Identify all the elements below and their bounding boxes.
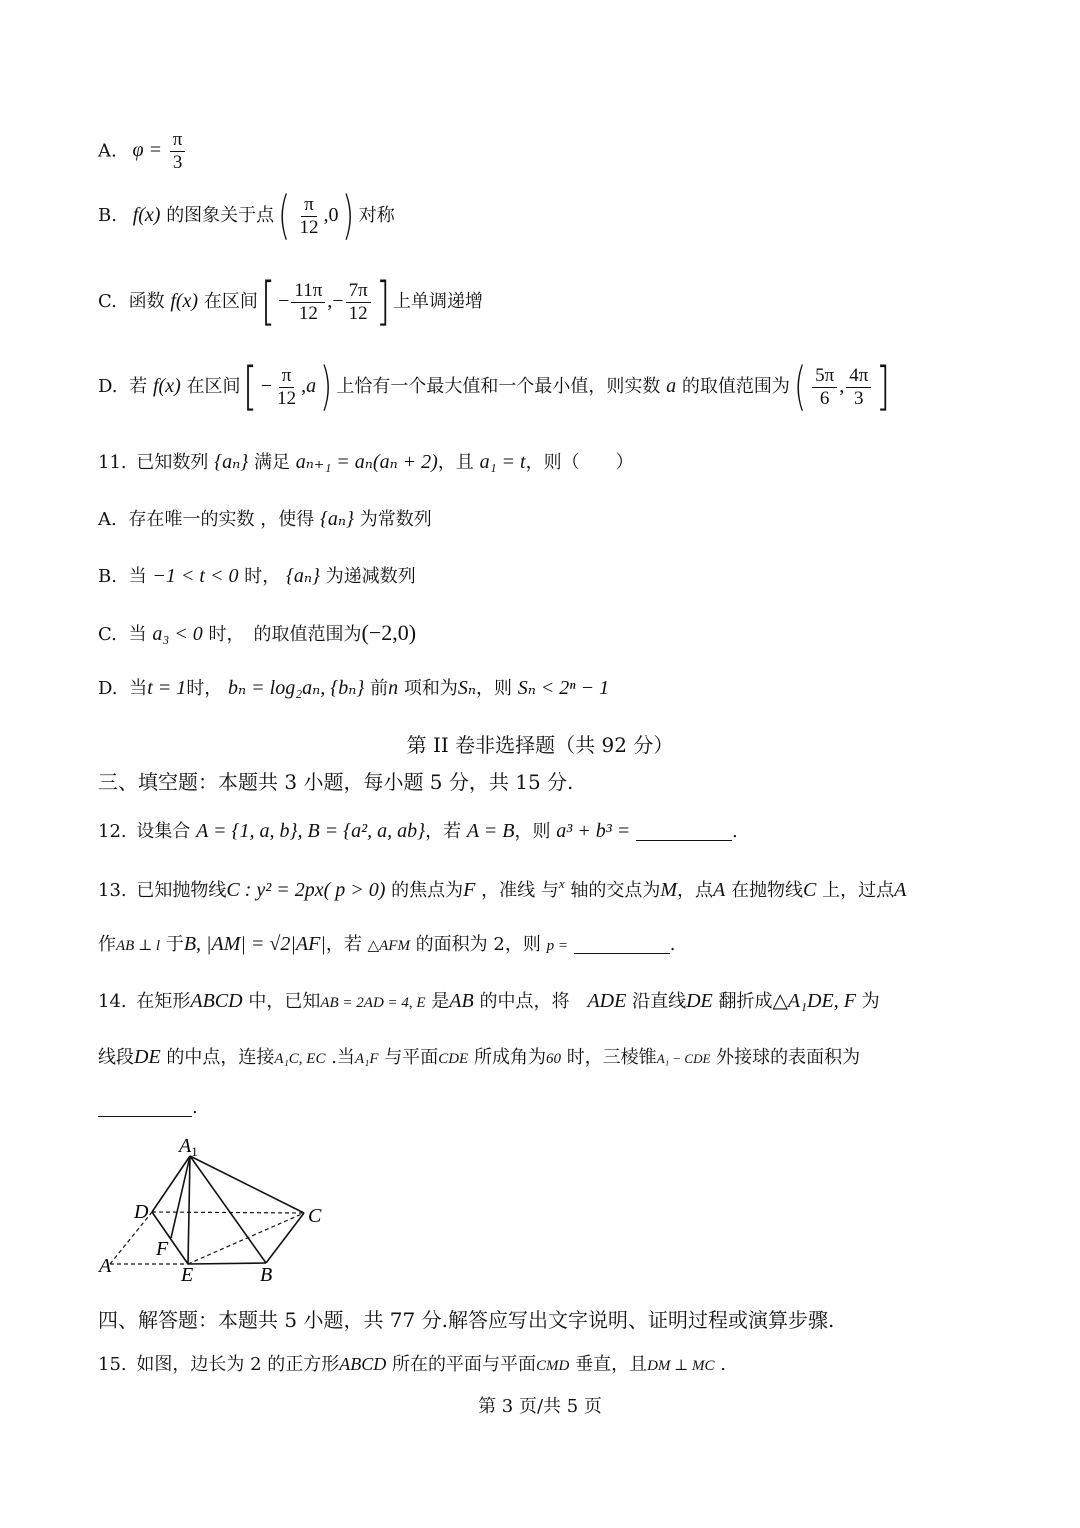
- text: 的面积为 2，则: [415, 934, 541, 955]
- q10-option-b: [98, 186, 395, 246]
- math-f: f(x): [152, 375, 181, 397]
- text: 函数: [128, 291, 165, 312]
- denominator: 3: [854, 387, 864, 409]
- math-triangle: △A₁DE, F: [772, 990, 856, 1012]
- math-cond: AB = 2AD = 4, E: [320, 995, 426, 1011]
- bracket-left: [: [243, 357, 258, 417]
- edge-b-c: [266, 1213, 304, 1263]
- numerator: 11π: [291, 281, 325, 303]
- text: 的中点，连接: [166, 1047, 275, 1068]
- text: 上，过点: [822, 880, 895, 901]
- math-cond: a₃ < 0: [152, 623, 203, 645]
- edge-e-b: [188, 1263, 266, 1264]
- math-cond: t = 1: [147, 677, 187, 699]
- math-A: A: [894, 879, 907, 901]
- math-recurrence: aₙ₊₁ = aₙ(aₙ + 2): [295, 451, 438, 473]
- q11-option-a: [98, 509, 432, 529]
- text: 轴的交点为: [570, 880, 661, 901]
- paren-left: (: [278, 186, 291, 246]
- math-ask: a³ + b³ =: [556, 820, 631, 842]
- fraction: [812, 366, 837, 409]
- paren-right: ): [320, 357, 333, 417]
- math-sets: A = {1, a, b}, B = {a², a, ab}: [196, 820, 426, 842]
- math-conclusion: Sₙ < 2ⁿ − 1: [517, 677, 610, 699]
- text: ，准线 与: [481, 880, 559, 901]
- text: 垂直，且: [575, 1354, 648, 1375]
- math-n: n: [388, 677, 399, 699]
- option-label: D.: [98, 678, 118, 699]
- text: 的中点，将: [479, 991, 588, 1012]
- answer-blank: [636, 822, 732, 841]
- bracket-left: [: [260, 272, 276, 332]
- text: 当: [128, 566, 147, 587]
- q10-option-d: [98, 357, 894, 417]
- comma-minus: ,−: [327, 290, 344, 312]
- math-curve: C : y² = 2px( p > 0): [226, 879, 386, 901]
- edge-a1-c: [190, 1156, 304, 1213]
- text: 对称: [358, 205, 395, 226]
- math-segments: A₁C, EC: [274, 1051, 326, 1067]
- option-label: B.: [98, 205, 117, 226]
- q12: [98, 821, 738, 841]
- text: 为: [861, 991, 880, 1012]
- text: 在矩形: [136, 991, 191, 1012]
- math-C: C: [803, 879, 817, 901]
- option-label: A.: [98, 509, 117, 530]
- math-expr: φ =: [132, 139, 163, 162]
- question-number: 15.: [98, 1354, 127, 1375]
- text: 设集合: [136, 821, 191, 842]
- comma: ,: [301, 375, 307, 397]
- text: 满足: [253, 452, 290, 473]
- text: 当: [129, 678, 148, 699]
- text: 的焦点为: [391, 880, 464, 901]
- text: 线段: [98, 1047, 134, 1068]
- text: 的取值范围为: [681, 376, 790, 397]
- math-F: F: [463, 879, 476, 901]
- text: 时，: [244, 566, 281, 587]
- numerator: π: [170, 130, 186, 152]
- label-a: A: [99, 1255, 112, 1277]
- math-init: a₁ = t: [479, 451, 526, 473]
- label-d: D: [134, 1201, 149, 1223]
- q11-stem: [98, 452, 634, 472]
- math-x: x: [558, 876, 565, 891]
- fraction: [346, 281, 371, 324]
- question-number: 14.: [98, 991, 127, 1012]
- question-number: 11.: [98, 452, 127, 473]
- text: 上单调递增: [392, 291, 483, 312]
- denominator: 12: [277, 387, 297, 409]
- text: 已知抛物线: [136, 880, 227, 901]
- text: .当: [331, 1047, 355, 1068]
- option-label: D.: [98, 376, 118, 397]
- text: 如图，边长为 2 的正方形: [136, 1354, 340, 1375]
- text: 时，三棱锥: [566, 1047, 657, 1068]
- math-f: f(x): [132, 204, 161, 226]
- math-ADE: ADE: [587, 990, 627, 1012]
- section-4-heading: 四、解答题：本题共 5 小题，共 77 分.解答应写出文字说明、证明过程或演算步骤.: [98, 1308, 835, 1332]
- text: 作: [98, 934, 116, 955]
- math-pyramid: A₁ − CDE: [656, 1051, 711, 1066]
- math-seq: {aₙ}: [319, 508, 355, 530]
- text: 若: [129, 376, 148, 397]
- text: ，则: [475, 678, 512, 699]
- text: .: [192, 1097, 198, 1118]
- math-M: M: [660, 879, 678, 901]
- answer-blank: [574, 935, 670, 954]
- page-footer: 第 3 页/共 5 页: [478, 1396, 602, 1417]
- text: 在抛物线: [731, 880, 803, 901]
- numerator: 7π: [346, 281, 371, 303]
- label-e: E: [181, 1264, 194, 1284]
- edge-a1-e: [188, 1156, 190, 1264]
- math-a: a: [666, 375, 677, 397]
- math-seq: {aₙ}: [214, 451, 249, 473]
- text: .: [731, 821, 738, 842]
- answer-blank: [98, 1098, 192, 1117]
- label-c: C: [308, 1205, 322, 1227]
- option-label: C.: [98, 291, 117, 312]
- text: 时， 的取值范围为: [208, 624, 362, 645]
- q10-option-a: [98, 130, 187, 173]
- bracket-right: ]: [375, 272, 390, 332]
- math-A: A: [713, 879, 726, 901]
- math-triangle: △AFM: [367, 938, 410, 954]
- paren-left: (: [793, 357, 807, 417]
- q10-option-c: [98, 272, 483, 332]
- math-seq: {aₙ}: [285, 565, 321, 587]
- fraction: [170, 130, 186, 173]
- q11-option-d: [98, 678, 609, 698]
- q13-line-2: [98, 934, 675, 954]
- text: 是: [431, 991, 450, 1012]
- text: 上恰有一个最大值和一个最小值，则实数: [336, 376, 661, 397]
- text: 时，: [186, 678, 223, 699]
- text: 于: [165, 934, 184, 955]
- denominator: 12: [299, 216, 319, 238]
- minus: −: [260, 375, 273, 397]
- numerator: 4π: [846, 366, 871, 388]
- paren-right: ): [342, 186, 355, 246]
- option-label: A.: [98, 140, 117, 162]
- fraction: [846, 366, 871, 409]
- math-def: bₙ = log₂aₙ, {bₙ}: [228, 677, 365, 699]
- text: 在区间: [203, 291, 258, 312]
- math-rect: ABCD: [190, 990, 243, 1012]
- question-number: 13.: [98, 880, 127, 901]
- math-eq: A = B: [466, 820, 515, 842]
- text: 沿直线: [632, 991, 687, 1012]
- text: 中，已知: [248, 991, 321, 1012]
- math-f: f(x): [170, 290, 199, 312]
- numerator: π: [301, 195, 317, 217]
- text: 所在的平面与平面: [392, 1354, 537, 1375]
- text: ，则（ ）: [525, 452, 634, 473]
- minus: −: [278, 290, 290, 312]
- option-label: B.: [98, 566, 117, 587]
- text: 翻折成: [718, 991, 773, 1012]
- math-DE: DE: [134, 1046, 161, 1068]
- text: ，且: [437, 452, 474, 473]
- bracket-right: ]: [876, 357, 891, 417]
- text: 在区间: [186, 376, 241, 397]
- text: 已知数列: [136, 452, 209, 473]
- label-f: F: [156, 1238, 169, 1260]
- text: 为常数列: [359, 509, 432, 530]
- math-A1F: A₁F: [354, 1051, 379, 1067]
- q14-line-2: [98, 1047, 860, 1067]
- text: ，若: [425, 821, 462, 842]
- math-rest: ,0: [323, 204, 339, 226]
- text: 与平面: [384, 1047, 439, 1068]
- text: ，则: [514, 821, 551, 842]
- text: 的图象关于点: [166, 205, 275, 226]
- math-perp: DM ⊥ MC: [647, 1358, 715, 1374]
- denominator: 3: [172, 151, 183, 173]
- label-b: B: [260, 1264, 273, 1284]
- math-plane: CMD: [536, 1358, 570, 1374]
- fraction: [291, 281, 325, 324]
- fraction: [274, 366, 299, 409]
- fraction: [296, 195, 321, 238]
- q15: [98, 1355, 726, 1374]
- pyramid-figure: [96, 1132, 336, 1284]
- q11-option-b: [98, 566, 416, 586]
- math-a: a: [306, 375, 317, 397]
- edge-d-c-dashed: [152, 1212, 304, 1213]
- math-square: ABCD: [339, 1354, 387, 1374]
- text: 当: [128, 624, 147, 645]
- text: 外接球的表面积为: [716, 1047, 861, 1068]
- edge-a1-f: [171, 1156, 190, 1238]
- q11-option-c: [98, 622, 416, 644]
- denominator: 12: [298, 302, 318, 324]
- comma: ,: [839, 375, 845, 397]
- text: 所成角为: [473, 1047, 546, 1068]
- math-angle: 60: [545, 1051, 561, 1067]
- text: .: [669, 934, 676, 955]
- q14-line-3: [98, 1098, 198, 1117]
- math-range: (−2,0): [361, 620, 417, 645]
- math-perp: AB ⊥ l: [116, 938, 161, 954]
- text: 存在唯一的实数 ，使得: [128, 509, 315, 530]
- math-DE: DE: [686, 990, 713, 1012]
- denominator: 6: [819, 387, 830, 409]
- math-cond: B, |AM| = √2|AF|: [183, 933, 326, 955]
- label-a1: $A_1$: [179, 1135, 198, 1159]
- math-ask: p =: [546, 938, 568, 954]
- edge-e-c-dashed: [188, 1213, 304, 1264]
- section-2-title: 第 II 卷非选择题（共 92 分）: [406, 733, 674, 757]
- numerator: 5π: [812, 366, 837, 388]
- math-s: Sₙ: [457, 677, 476, 699]
- math-CDE: CDE: [438, 1051, 469, 1067]
- text: .: [720, 1354, 726, 1375]
- option-label: C.: [98, 624, 117, 645]
- question-number: 12.: [98, 821, 127, 842]
- text: 前: [370, 678, 389, 699]
- q14-line-1: [98, 991, 880, 1011]
- text: ，若: [325, 934, 362, 955]
- math-AB: AB: [449, 990, 474, 1012]
- text: 项和为: [403, 678, 458, 699]
- section-3-heading: 三、填空题：本题共 3 小题，每小题 5 分，共 15 分.: [98, 770, 574, 794]
- denominator: 12: [348, 302, 368, 324]
- text: ，点: [677, 880, 714, 901]
- math-cond: −1 < t < 0: [152, 565, 239, 587]
- q13-line-1: [98, 877, 906, 900]
- numerator: π: [279, 366, 295, 388]
- text: 为递减数列: [325, 566, 416, 587]
